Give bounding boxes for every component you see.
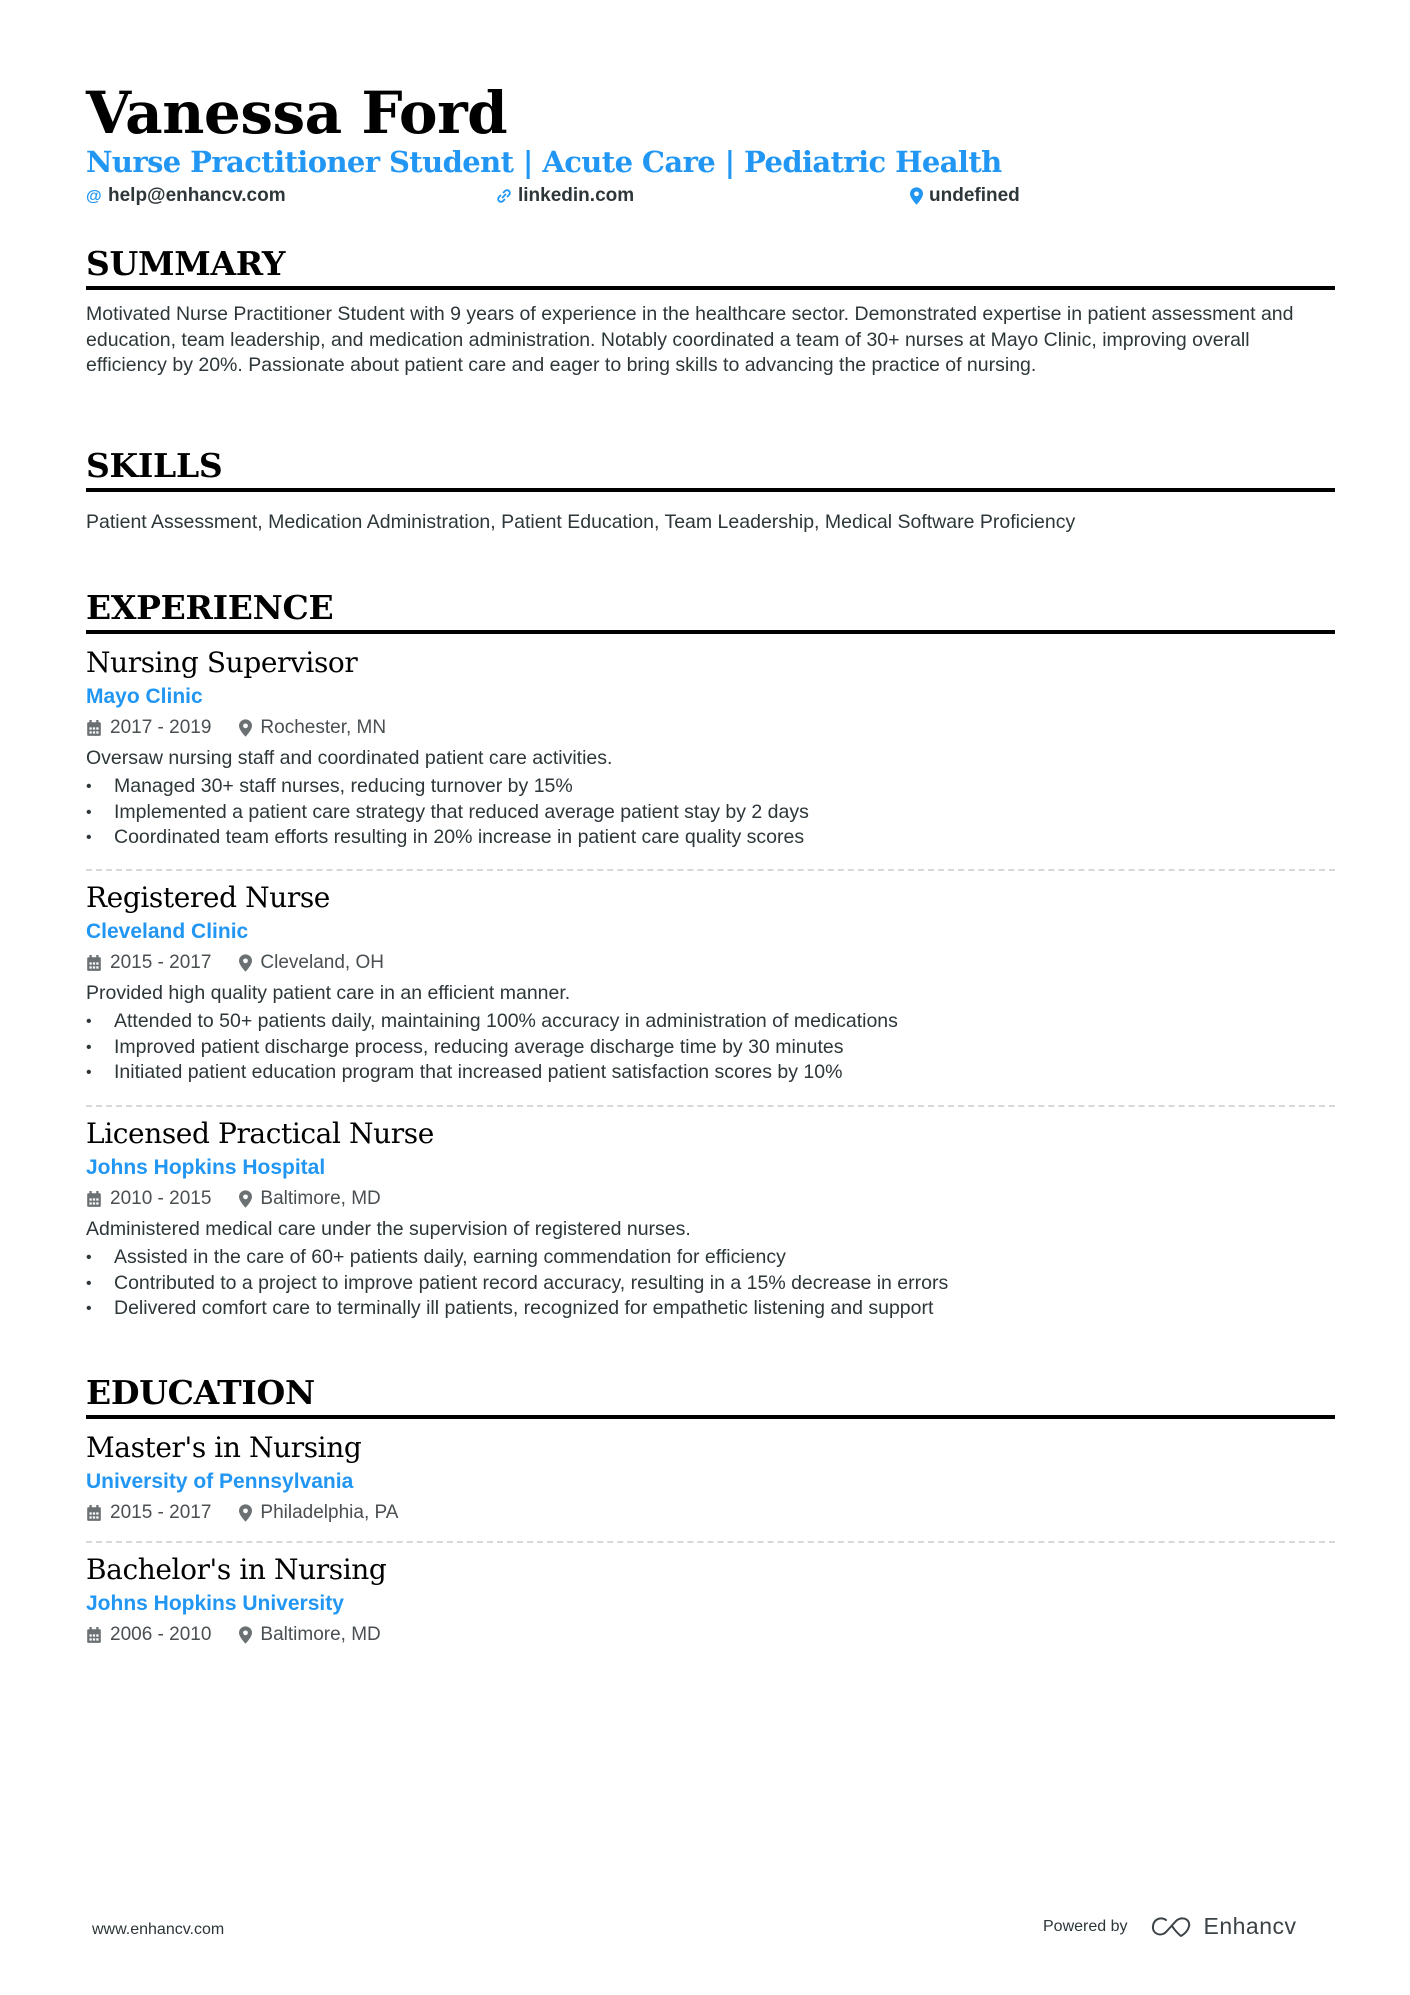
footer-branding bbox=[1043, 1913, 1297, 1940]
achievement-item: • Improved patient discharge process, reducing average discharge time by 30 minutes bbox=[86, 1035, 1335, 1061]
summary-text: Motivated Nurse Practitioner Student with 9 years of experience in the healthcare sector. Demonstrated expertise in patient assessment and education, team leadership, and medication administration. Notably coordinated a team of 30+ nurses at Mayo Clinic, improving overall efficiency by 20%. Passionate about patient care and eager to bring skills to advancing the practice of nursing. bbox=[86, 303, 1294, 377]
job-location: Cleveland, OH bbox=[260, 952, 384, 973]
summary-heading: SUMMARY bbox=[86, 244, 286, 283]
enhancv-logo-icon bbox=[1150, 1915, 1196, 1939]
job-title: Licensed Practical Nurse bbox=[86, 1117, 434, 1150]
education-entry bbox=[86, 1552, 1335, 1650]
education-dates: 2006 - 2010 bbox=[110, 1624, 212, 1645]
location-pin-icon bbox=[239, 954, 252, 972]
entry-divider bbox=[86, 1105, 1335, 1107]
company-name: Johns Hopkins Hospital bbox=[86, 1156, 326, 1179]
experience-rule bbox=[86, 630, 1335, 634]
job-meta bbox=[86, 1184, 1335, 1214]
location-pin-icon bbox=[239, 1504, 252, 1522]
education-dates: 2015 - 2017 bbox=[110, 1502, 212, 1523]
job-description: Provided high quality patient care in an efficient manner. bbox=[86, 982, 571, 1004]
enhancv-brand-text: Enhancv bbox=[1203, 1913, 1297, 1939]
achievement-item: • Coordinated team efforts resulting in 20% increase in patient care quality scores bbox=[86, 825, 1335, 851]
experience-heading: EXPERIENCE bbox=[86, 588, 334, 627]
contact-linkedin-text: linkedin.com bbox=[518, 185, 635, 206]
education-entry bbox=[86, 1430, 1335, 1528]
experience-entry bbox=[86, 880, 1335, 1086]
candidate-name: Vanessa Ford bbox=[86, 79, 508, 147]
achievement-item: • Implemented a patient care strategy that reduced average patient stay by 2 days bbox=[86, 800, 1335, 826]
education-meta bbox=[86, 1620, 1335, 1650]
achievement-item: • Delivered comfort care to terminally ill patients, recognized for empathetic listening and support bbox=[86, 1296, 1335, 1322]
job-location: Baltimore, MD bbox=[260, 1188, 381, 1209]
powered-by-label: Powered by bbox=[1043, 1917, 1128, 1935]
job-dates: 2017 - 2019 bbox=[110, 717, 212, 738]
calendar-icon bbox=[86, 1505, 102, 1522]
education-location: Baltimore, MD bbox=[260, 1624, 381, 1645]
school-name: University of Pennsylvania bbox=[86, 1470, 354, 1493]
achievement-item: • Managed 30+ staff nurses, reducing turnover by 15% bbox=[86, 774, 1335, 800]
job-dates: 2010 - 2015 bbox=[110, 1188, 212, 1209]
job-description: Administered medical care under the supervision of registered nurses. bbox=[86, 1218, 691, 1240]
at-icon bbox=[86, 187, 102, 205]
job-dates: 2015 - 2017 bbox=[110, 952, 212, 973]
experience-entry bbox=[86, 645, 1335, 851]
job-meta bbox=[86, 948, 1335, 978]
education-rule bbox=[86, 1415, 1335, 1419]
job-description: Oversaw nursing staff and coordinated patient care activities. bbox=[86, 747, 613, 769]
education-location: Philadelphia, PA bbox=[260, 1502, 399, 1523]
achievement-item: • Contributed to a project to improve patient record accuracy, resulting in a 15% decrease in errors bbox=[86, 1271, 1335, 1297]
company-name: Cleveland Clinic bbox=[86, 920, 249, 943]
job-achievements bbox=[86, 1009, 1335, 1086]
link-icon bbox=[496, 187, 512, 205]
enhancv-logo[interactable] bbox=[1150, 1913, 1297, 1940]
degree-title: Bachelor's in Nursing bbox=[86, 1553, 387, 1586]
contact-email[interactable] bbox=[86, 185, 286, 207]
contact-linkedin[interactable] bbox=[496, 185, 634, 207]
calendar-icon bbox=[86, 1191, 102, 1208]
experience-entry bbox=[86, 1116, 1335, 1322]
svg-text:@: @ bbox=[86, 188, 102, 205]
education-heading: EDUCATION bbox=[86, 1373, 315, 1412]
calendar-icon bbox=[86, 720, 102, 737]
achievement-item: • Attended to 50+ patients daily, maintaining 100% accuracy in administration of medications bbox=[86, 1009, 1335, 1035]
contact-email-text: help@enhancv.com bbox=[108, 185, 286, 206]
candidate-headline: Nurse Practitioner Student | Acute Care | Pediatric Health bbox=[86, 145, 1002, 179]
footer-website-link[interactable]: www.enhancv.com bbox=[92, 1921, 225, 1938]
location-pin-icon bbox=[239, 1190, 252, 1208]
calendar-icon bbox=[86, 1627, 102, 1644]
school-name: Johns Hopkins University bbox=[86, 1592, 344, 1615]
company-name: Mayo Clinic bbox=[86, 685, 203, 708]
contact-location bbox=[910, 185, 1020, 207]
job-achievements bbox=[86, 1245, 1335, 1322]
job-achievements bbox=[86, 774, 1335, 851]
achievement-item: • Assisted in the care of 60+ patients daily, earning commendation for efficiency bbox=[86, 1245, 1335, 1271]
contact-location-text: undefined bbox=[929, 185, 1020, 206]
location-pin-icon bbox=[910, 187, 923, 205]
entry-divider bbox=[86, 869, 1335, 871]
skills-rule bbox=[86, 488, 1335, 492]
location-pin-icon bbox=[239, 719, 252, 737]
contact-row bbox=[86, 185, 1335, 211]
job-meta bbox=[86, 713, 1335, 743]
job-title: Nursing Supervisor bbox=[86, 646, 358, 679]
achievement-item: • Initiated patient education program that increased patient satisfaction scores by 10% bbox=[86, 1060, 1335, 1086]
skills-text: Patient Assessment, Medication Administration, Patient Education, Team Leadership, Medical Software Proficiency bbox=[86, 511, 1076, 533]
entry-divider bbox=[86, 1541, 1335, 1543]
summary-rule bbox=[86, 286, 1335, 290]
calendar-icon bbox=[86, 955, 102, 972]
education-meta bbox=[86, 1498, 1335, 1528]
job-title: Registered Nurse bbox=[86, 881, 330, 914]
degree-title: Master's in Nursing bbox=[86, 1431, 362, 1464]
location-pin-icon bbox=[239, 1626, 252, 1644]
job-location: Rochester, MN bbox=[260, 717, 387, 738]
skills-heading: SKILLS bbox=[86, 446, 223, 485]
